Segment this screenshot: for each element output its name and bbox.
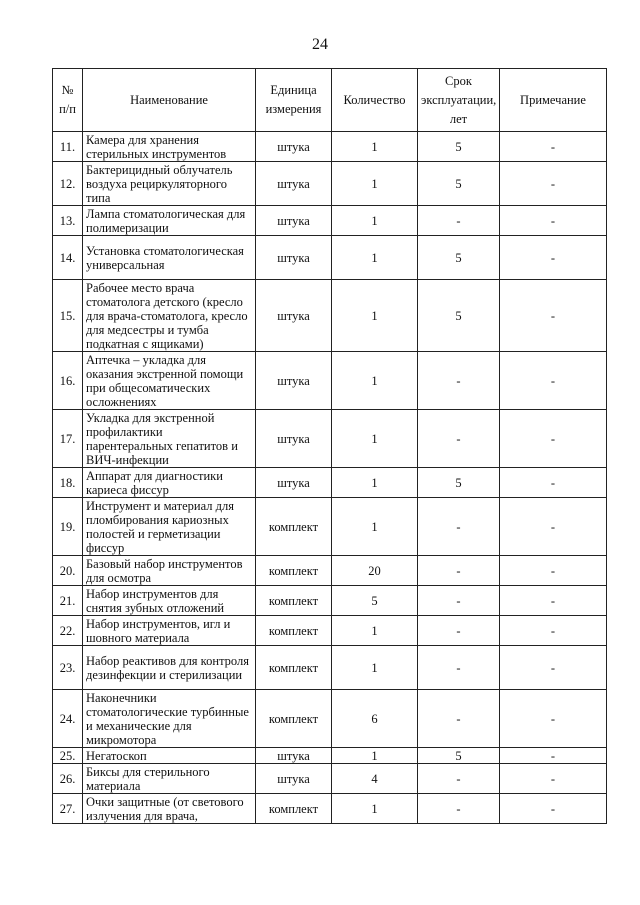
cell-qty: 1: [332, 352, 418, 410]
cell-term: -: [418, 646, 500, 690]
header-num: № п/п: [53, 69, 83, 132]
cell-name: Базовый набор инструментов для осмотра: [83, 556, 256, 586]
cell-unit: комплект: [256, 690, 332, 748]
cell-note: -: [500, 206, 607, 236]
cell-name: Установка стоматологическая универсальная: [83, 236, 256, 280]
cell-name: Камера для хранения стерильных инструментов: [83, 132, 256, 162]
cell-unit: комплект: [256, 646, 332, 690]
cell-unit: штука: [256, 280, 332, 352]
cell-name: Бактерицидный облучатель воздуха рециркуляторного типа: [83, 162, 256, 206]
cell-note: -: [500, 764, 607, 794]
cell-term: -: [418, 556, 500, 586]
cell-term: -: [418, 794, 500, 824]
cell-name: Рабочее место врача стоматолога детского (кресло для врача-стоматолога, кресло для медсестры и тумба подкатная с ящиками): [83, 280, 256, 352]
cell-unit: штука: [256, 206, 332, 236]
cell-unit: штука: [256, 410, 332, 468]
cell-note: -: [500, 586, 607, 616]
cell-qty: 1: [332, 646, 418, 690]
cell-qty: 4: [332, 764, 418, 794]
cell-note: -: [500, 748, 607, 764]
table-row: [53, 794, 607, 824]
cell-name: Набор инструментов, игл и шовного материала: [83, 616, 256, 646]
cell-name: Очки защитные (от светового излучения для врача,: [83, 794, 256, 824]
cell-term: -: [418, 352, 500, 410]
cell-term: -: [418, 764, 500, 794]
cell-unit: комплект: [256, 556, 332, 586]
cell-note: -: [500, 410, 607, 468]
cell-note: -: [500, 690, 607, 748]
cell-name: Негатоскоп: [83, 748, 256, 764]
table-row: [53, 468, 607, 498]
cell-unit: комплект: [256, 616, 332, 646]
table-row: [53, 162, 607, 206]
cell-qty: 6: [332, 690, 418, 748]
cell-qty: 1: [332, 498, 418, 556]
cell-num: 22.: [53, 616, 83, 646]
cell-note: -: [500, 352, 607, 410]
cell-unit: штука: [256, 352, 332, 410]
cell-qty: 1: [332, 748, 418, 764]
page-number: 24: [312, 36, 328, 53]
cell-term: 5: [418, 748, 500, 764]
cell-term: -: [418, 498, 500, 556]
table-header-row: [53, 69, 607, 132]
cell-note: -: [500, 468, 607, 498]
cell-qty: 20: [332, 556, 418, 586]
cell-term: -: [418, 410, 500, 468]
table-row: [53, 764, 607, 794]
cell-num: 21.: [53, 586, 83, 616]
table-row: [53, 586, 607, 616]
cell-num: 20.: [53, 556, 83, 586]
cell-qty: 1: [332, 410, 418, 468]
table-row: [53, 748, 607, 764]
cell-name: Набор реактивов для контроля дезинфекции и стерилизации: [83, 646, 256, 690]
cell-note: -: [500, 556, 607, 586]
cell-name: Наконечники стоматологические турбинные и механические для микромотора: [83, 690, 256, 748]
cell-num: 13.: [53, 206, 83, 236]
header-qty: Количество: [332, 69, 418, 132]
cell-name: Биксы для стерильного материала: [83, 764, 256, 794]
cell-num: 14.: [53, 236, 83, 280]
cell-term: 5: [418, 236, 500, 280]
cell-term: 5: [418, 132, 500, 162]
table-row: [53, 410, 607, 468]
cell-qty: 1: [332, 132, 418, 162]
cell-name: Укладка для экстренной профилактики парентеральных гепатитов и ВИЧ-инфекции: [83, 410, 256, 468]
table-row: [53, 132, 607, 162]
table-row: [53, 690, 607, 748]
cell-unit: комплект: [256, 586, 332, 616]
table-row: [53, 280, 607, 352]
cell-num: 16.: [53, 352, 83, 410]
cell-qty: 1: [332, 616, 418, 646]
cell-note: -: [500, 646, 607, 690]
cell-unit: штука: [256, 764, 332, 794]
cell-name: Набор инструментов для снятия зубных отложений: [83, 586, 256, 616]
cell-num: 12.: [53, 162, 83, 206]
cell-unit: штука: [256, 132, 332, 162]
cell-unit: штука: [256, 162, 332, 206]
cell-num: 19.: [53, 498, 83, 556]
table-row: [53, 206, 607, 236]
header-unit: Единица измерения: [256, 69, 332, 132]
cell-unit: штука: [256, 748, 332, 764]
cell-term: -: [418, 616, 500, 646]
cell-name: Аппарат для диагностики кариеса фиссур: [83, 468, 256, 498]
cell-term: -: [418, 206, 500, 236]
equipment-table: [52, 68, 607, 824]
table-row: [53, 556, 607, 586]
header-name: Наименование: [83, 69, 256, 132]
cell-term: -: [418, 586, 500, 616]
cell-num: 25.: [53, 748, 83, 764]
header-note: Примечание: [500, 69, 607, 132]
cell-qty: 1: [332, 280, 418, 352]
cell-note: -: [500, 162, 607, 206]
cell-name: Инструмент и материал для пломбирования кариозных полостей и герметизации фиссур: [83, 498, 256, 556]
cell-qty: 1: [332, 162, 418, 206]
table-row: [53, 352, 607, 410]
cell-unit: штука: [256, 468, 332, 498]
cell-note: -: [500, 280, 607, 352]
cell-term: -: [418, 690, 500, 748]
table-row: [53, 236, 607, 280]
cell-num: 24.: [53, 690, 83, 748]
cell-num: 18.: [53, 468, 83, 498]
cell-qty: 1: [332, 468, 418, 498]
cell-note: -: [500, 236, 607, 280]
cell-qty: 1: [332, 236, 418, 280]
cell-num: 15.: [53, 280, 83, 352]
cell-qty: 5: [332, 586, 418, 616]
cell-num: 17.: [53, 410, 83, 468]
cell-term: 5: [418, 162, 500, 206]
cell-unit: штука: [256, 236, 332, 280]
cell-name: Аптечка – укладка для оказания экстренной помощи при общесоматических осложнениях: [83, 352, 256, 410]
cell-qty: 1: [332, 206, 418, 236]
table-row: [53, 646, 607, 690]
cell-note: -: [500, 794, 607, 824]
cell-num: 26.: [53, 764, 83, 794]
table-row: [53, 498, 607, 556]
header-term: Срок эксплуатации, лет: [418, 69, 500, 132]
cell-term: 5: [418, 280, 500, 352]
cell-term: 5: [418, 468, 500, 498]
cell-num: 11.: [53, 132, 83, 162]
cell-note: -: [500, 498, 607, 556]
cell-num: 27.: [53, 794, 83, 824]
cell-unit: комплект: [256, 498, 332, 556]
cell-num: 23.: [53, 646, 83, 690]
cell-unit: комплект: [256, 794, 332, 824]
cell-note: -: [500, 132, 607, 162]
cell-note: -: [500, 616, 607, 646]
table-body: [53, 132, 607, 824]
cell-qty: 1: [332, 794, 418, 824]
cell-name: Лампа стоматологическая для полимеризации: [83, 206, 256, 236]
table-row: [53, 616, 607, 646]
